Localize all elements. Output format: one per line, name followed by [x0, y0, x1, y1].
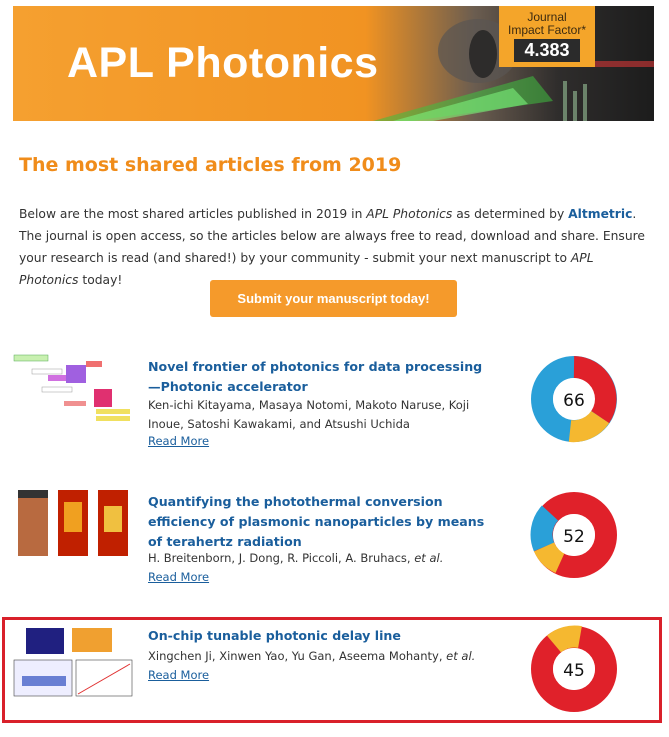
impact-value: 4.383	[514, 39, 579, 62]
read-more-link[interactable]: Read More	[148, 434, 210, 448]
impact-factor-badge	[499, 6, 595, 67]
article-title[interactable]: On-chip tunable photonic delay line	[148, 628, 401, 643]
altmetric-score: 52	[563, 527, 585, 547]
altmetric-link[interactable]: Altmetric	[568, 207, 633, 221]
intro-text: today!	[78, 273, 123, 287]
authors-etal: et al.	[414, 551, 444, 565]
article-thumbnail[interactable]	[12, 351, 134, 423]
read-more-link[interactable]: Read More	[148, 668, 210, 682]
altmetric-donut[interactable]	[530, 355, 618, 443]
altmetric-score: 45	[563, 661, 585, 681]
article-item	[0, 345, 669, 455]
article-thumbnail[interactable]	[12, 488, 134, 566]
read-more-link[interactable]: Read More	[148, 570, 210, 584]
article-authors	[148, 396, 488, 434]
intro-text: as determined by	[452, 207, 569, 221]
article-authors	[148, 549, 488, 568]
authors-text: Ken-ichi Kitayama, Masaya Notomi, Makoto Naruse, Koji Inoue, Satoshi Kawakami, and Atsushi Uchida	[148, 398, 470, 431]
intro-text: Below are the most shared articles published in 2019 in	[19, 207, 367, 221]
banner-title: APL Photonics	[67, 39, 379, 87]
authors-etal: et al.	[446, 649, 476, 663]
altmetric-score: 66	[563, 391, 585, 411]
impact-line2: Impact Factor*	[507, 23, 587, 37]
impact-line1: Journal	[527, 10, 567, 24]
authors-text: Xingchen Ji, Xinwen Yao, Yu Gan, Aseema Mohanty,	[148, 649, 447, 663]
authors-text: H. Breitenborn, J. Dong, R. Piccoli, A. Bruhacs,	[148, 551, 415, 565]
journal-name: APL Photonics	[19, 251, 594, 287]
intro-paragraph	[19, 203, 647, 291]
journal-banner	[13, 6, 654, 121]
journal-name: APL Photonics	[366, 207, 453, 221]
altmetric-donut[interactable]	[530, 491, 618, 579]
article-title[interactable]: Novel frontier of photonics for data processing—Photonic accelerator	[148, 359, 483, 394]
intro-text: . The journal is open access, so the articles below are always free to read, download and share. Ensure your research is read (and shared!) by your community - submit your next manuscript to	[19, 207, 645, 265]
submit-manuscript-button[interactable]: Submit your manuscript today!	[210, 280, 457, 317]
article-title[interactable]: Quantifying the photothermal conversion efficiency of plasmonic nanoparticles by means of terahertz radiation	[148, 494, 485, 549]
highlight-box	[2, 617, 662, 723]
section-heading: The most shared articles from 2019	[19, 154, 402, 176]
article-item	[0, 480, 669, 590]
